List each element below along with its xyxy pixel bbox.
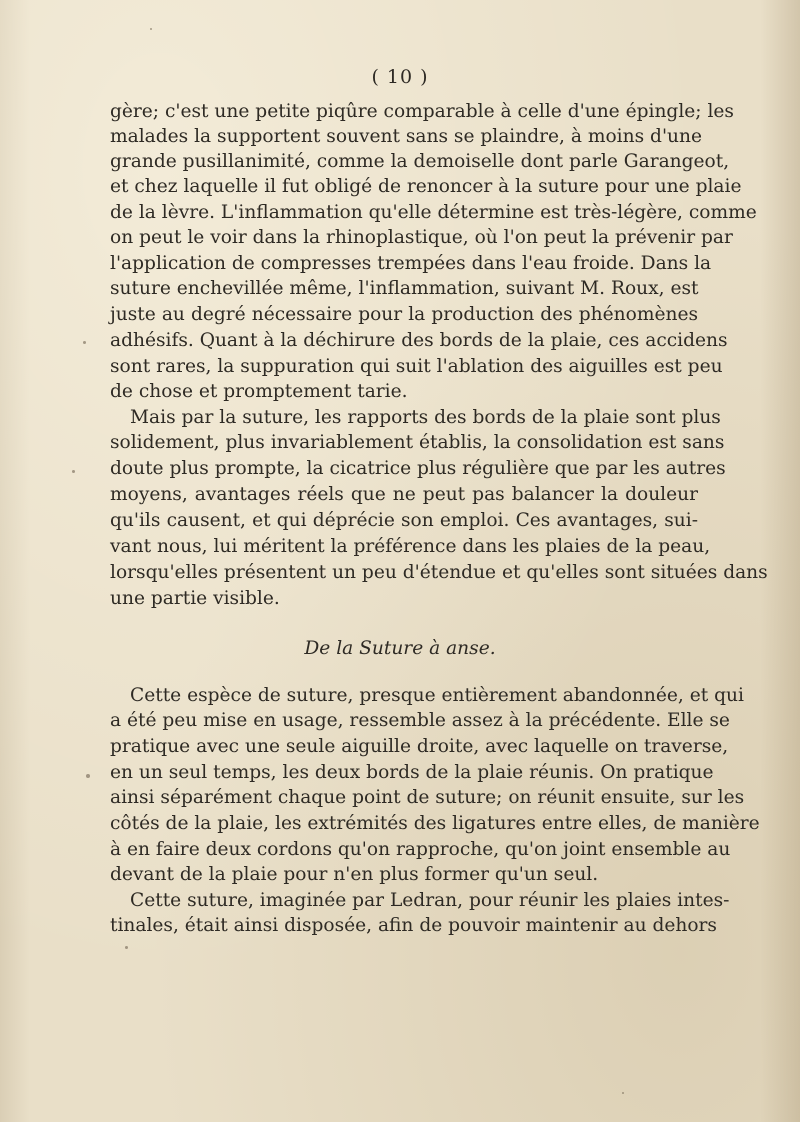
text-line: doute plus prompte, la cicatrice plus régulière que par les autres — [110, 458, 726, 479]
section-heading: De la Suture à anse. — [304, 638, 496, 659]
text-line: suture enchevillée même, l'inflammation, suivant M. Roux, est — [110, 278, 699, 299]
text-line: ainsi séparément chaque point de suture; on réunit ensuite, sur les — [110, 787, 745, 808]
text-line: vant nous, lui méritent la préférence dans les plaies de la peau, — [110, 536, 711, 557]
text-line: pratique avec une seule aiguille droite, avec laquelle on traverse, — [110, 736, 729, 757]
text-line: Mais par la suture, les rapports des bords de la plaie sont plus — [130, 407, 721, 428]
text-line: malades la supportent souvent sans se plaindre, à moins d'une — [110, 126, 703, 147]
text-line: on peut le voir dans la rhinoplastique, où l'on peut la prévenir par — [110, 227, 733, 248]
text-line: Cette suture, imaginée par Ledran, pour réunir les plaies intes- — [130, 890, 730, 911]
paper-speck — [150, 28, 152, 30]
text-line: gère; c'est une petite piqûre comparable à celle d'une épingle; les — [110, 101, 734, 122]
text-line: côtés de la plaie, les extrémités des ligatures entre elles, de manière — [110, 813, 760, 834]
text-line: l'application de compresses trempées dans l'eau froide. Dans la — [110, 253, 712, 274]
text-line: et chez laquelle il fut obligé de renoncer à la suture pour une plaie — [110, 176, 742, 197]
page-number: ( 10 ) — [371, 66, 429, 88]
paper-speck — [86, 774, 90, 778]
paper-speck — [622, 1092, 624, 1094]
text-line: juste au degré nécessaire pour la production des phénomènes — [110, 304, 698, 325]
text-line: devant de la plaie pour n'en plus former qu'un seul. — [110, 864, 599, 885]
text-line: de la lèvre. L'inflammation qu'elle détermine est très-légère, comme — [110, 202, 757, 223]
text-line: a été peu mise en usage, ressemble assez à la précédente. Elle se — [110, 710, 730, 731]
paper-speck — [72, 470, 75, 473]
text-line: sont rares, la suppuration qui suit l'ablation des aiguilles est peu — [110, 356, 723, 377]
text-line: à en faire deux cordons qu'on rapproche, qu'on joint ensemble au — [110, 839, 731, 860]
text-line: tinales, était ainsi disposée, afin de pouvoir maintenir au dehors — [110, 915, 717, 936]
text-line: lorsqu'elles présentent un peu d'étendue et qu'elles sont situées dans — [110, 562, 768, 583]
text-line: qu'ils causent, et qui déprécie son emploi. Ces avantages, sui- — [110, 510, 698, 531]
text-line: Cette espèce de suture, presque entièrement abandonnée, et qui — [130, 685, 744, 706]
text-line: grande pusillanimité, comme la demoiselle dont parle Garangeot, — [110, 151, 730, 172]
text-line: solidement, plus invariablement établis, la consolidation est sans — [110, 432, 725, 453]
text-line: en un seul temps, les deux bords de la plaie réunis. On pratique — [110, 762, 714, 783]
text-line: moyens, avantages réels que ne peut pas balancer la douleur — [110, 484, 698, 505]
paper-speck — [125, 946, 128, 949]
text-line: de chose et promptement tarie. — [110, 381, 408, 402]
text-line: une partie visible. — [110, 588, 280, 609]
paper-speck — [83, 341, 86, 344]
text-line: adhésifs. Quant à la déchirure des bords de la plaie, ces accidens — [110, 330, 728, 351]
